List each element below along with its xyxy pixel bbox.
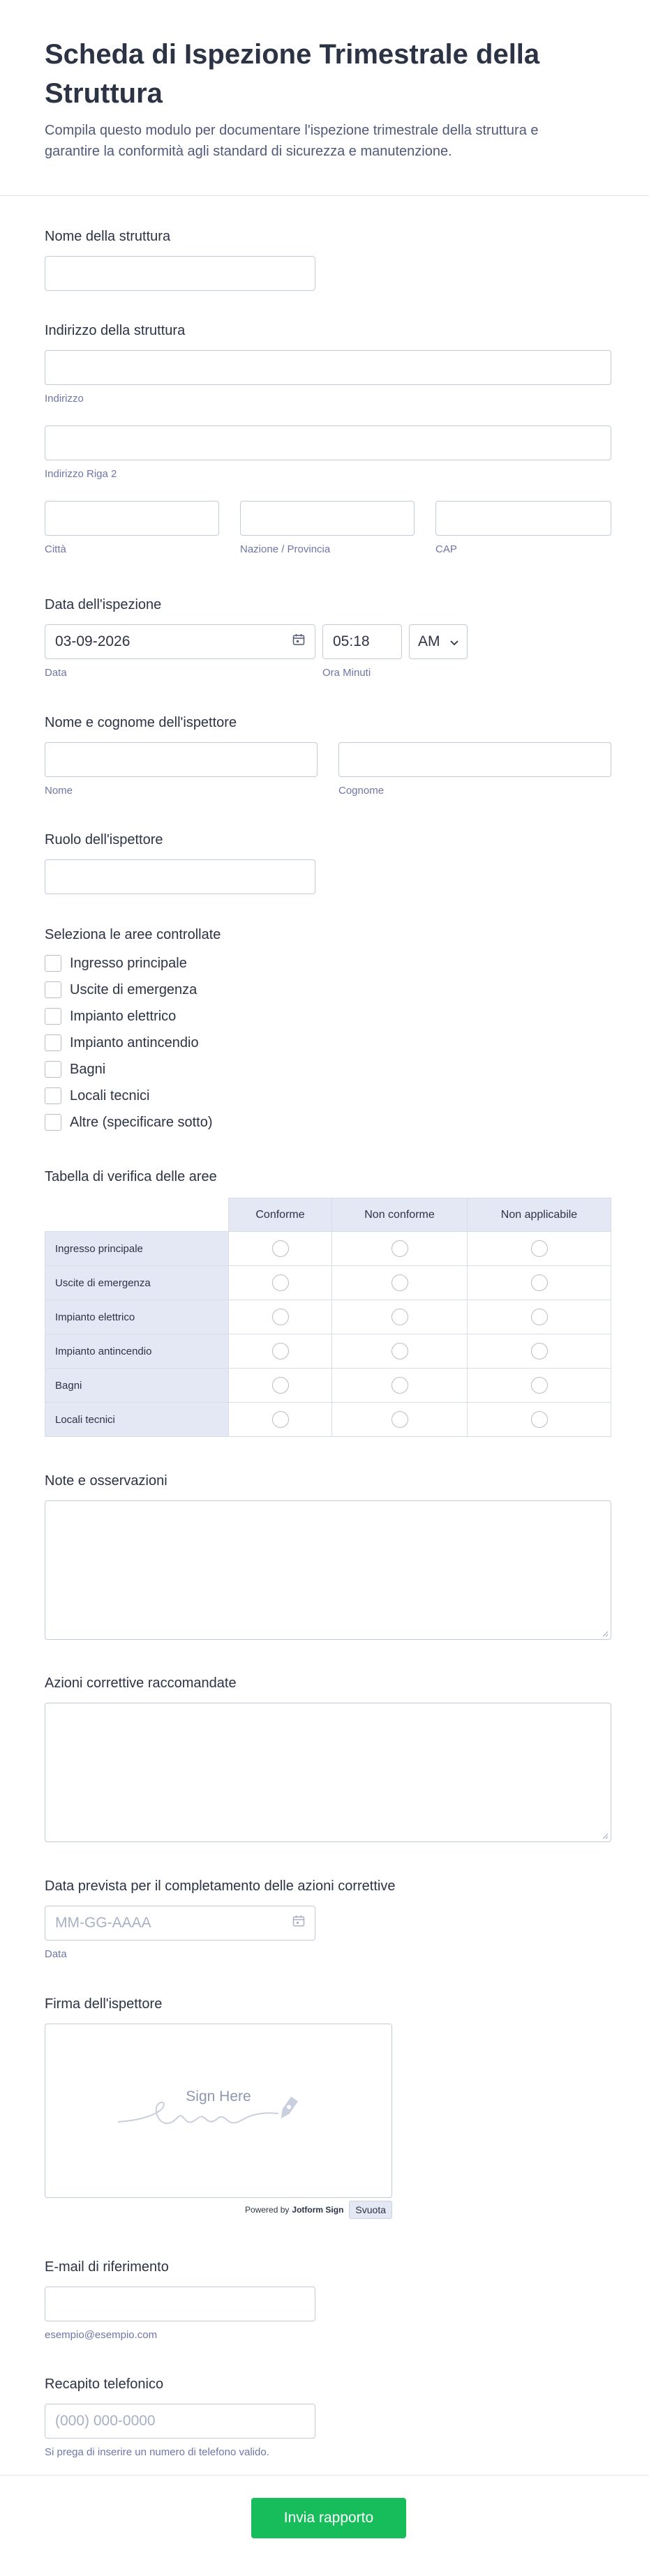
matrix-row — [45, 1403, 611, 1437]
areas-field — [45, 926, 221, 1136]
matrix-radio[interactable] — [272, 1240, 289, 1257]
inspection-date-input[interactable] — [45, 624, 315, 659]
completion-date-placeholder: MM-GG-AAAA — [55, 1915, 151, 1931]
matrix-radio[interactable] — [531, 1240, 548, 1257]
inspection-date-value: 03-09-2026 — [55, 633, 130, 649]
checkbox[interactable] — [45, 1087, 61, 1104]
footer-divider — [0, 2475, 649, 2476]
calendar-icon[interactable] — [292, 633, 305, 650]
actions-field — [45, 1675, 611, 1842]
matrix-radio[interactable] — [531, 1274, 548, 1291]
submit-button[interactable]: Invia rapporto — [251, 2498, 406, 2538]
area-checkbox-option[interactable] — [45, 1003, 221, 1030]
matrix-row-label: Uscite di emergenza — [45, 1266, 229, 1300]
jotform-sign-brand: Jotform Sign — [292, 2205, 344, 2215]
matrix-column-header: Non applicabile — [468, 1198, 611, 1232]
area-checkbox-option[interactable] — [45, 950, 221, 977]
area-checkbox-option[interactable] — [45, 1083, 221, 1109]
address-line2-sublabel: Indirizzo Riga 2 — [45, 468, 117, 480]
checkbox[interactable] — [45, 981, 61, 998]
area-checkbox-option[interactable] — [45, 1109, 221, 1136]
area-check-matrix — [45, 1198, 611, 1437]
sign-here-text: Sign Here — [186, 2088, 251, 2104]
actions-textarea[interactable] — [45, 1703, 611, 1842]
matrix-radio[interactable] — [272, 1343, 289, 1359]
completion-date-label: Data prevista per il completamento delle azioni correttive — [45, 1878, 396, 1894]
matrix-radio[interactable] — [391, 1240, 408, 1257]
address-line1-input[interactable] — [45, 350, 611, 385]
inspection-date-sublabel: Data — [45, 667, 67, 679]
resize-handle-icon[interactable] — [602, 1630, 609, 1637]
checkbox[interactable] — [45, 1008, 61, 1025]
areas-label: Seleziona le aree controllate — [45, 927, 221, 942]
matrix-row — [45, 1300, 611, 1334]
inspector-name-label: Nome e cognome dell'ispettore — [45, 715, 237, 730]
first-name-sublabel: Nome — [45, 785, 73, 797]
state-input[interactable] — [240, 501, 415, 536]
phone-input[interactable] — [45, 2404, 315, 2439]
checkbox-label: Locali tecnici — [70, 1087, 150, 1104]
matrix-radio[interactable] — [391, 1309, 408, 1325]
facility-name-input[interactable] — [45, 256, 315, 291]
matrix-row-label: Bagni — [45, 1369, 229, 1403]
area-checkbox-option[interactable] — [45, 1056, 221, 1083]
inspection-date-field — [45, 596, 468, 679]
matrix-column-header: Non conforme — [332, 1198, 468, 1232]
matrix-label: Tabella di verifica delle aree — [45, 1169, 217, 1184]
checkbox-label: Impianto antincendio — [70, 1034, 199, 1050]
matrix-row-label: Impianto antincendio — [45, 1334, 229, 1369]
signature-scribble-icon — [118, 2091, 320, 2133]
inspection-date-label: Data dell'ispezione — [45, 597, 162, 612]
checkbox-label: Ingresso principale — [70, 955, 187, 971]
matrix-row — [45, 1369, 611, 1403]
inspector-role-input[interactable] — [45, 859, 315, 894]
address-line2-input[interactable] — [45, 425, 611, 460]
address-label: Indirizzo della struttura — [45, 323, 186, 338]
matrix-radio[interactable] — [391, 1411, 408, 1428]
matrix-radio[interactable] — [391, 1274, 408, 1291]
phone-sublabel: Si prega di inserire un numero di telefono valido. — [45, 2446, 269, 2458]
city-sublabel: Città — [45, 543, 66, 555]
matrix-radio[interactable] — [391, 1377, 408, 1394]
clear-signature-button[interactable]: Svuota — [349, 2201, 392, 2219]
ampm-select[interactable] — [409, 624, 468, 659]
matrix-radio[interactable] — [272, 1411, 289, 1428]
checkbox-label: Uscite di emergenza — [70, 981, 197, 997]
checkbox[interactable] — [45, 1034, 61, 1051]
matrix-field — [45, 1168, 217, 1185]
email-input[interactable] — [45, 2287, 315, 2321]
address-line1-sublabel: Indirizzo — [45, 393, 84, 405]
matrix-corner — [45, 1198, 229, 1232]
city-input[interactable] — [45, 501, 219, 536]
powered-by-text: Powered by — [245, 2205, 290, 2215]
checkbox-label: Impianto elettrico — [70, 1008, 177, 1024]
email-field — [45, 2259, 315, 2342]
checkbox-label: Bagni — [70, 1061, 106, 1077]
last-name-sublabel: Cognome — [338, 785, 385, 797]
matrix-radio[interactable] — [531, 1343, 548, 1359]
notes-field — [45, 1472, 611, 1640]
inspector-role-label: Ruolo dell'ispettore — [45, 832, 163, 848]
matrix-radio[interactable] — [531, 1411, 548, 1428]
matrix-radio[interactable] — [272, 1309, 289, 1325]
form-header — [0, 0, 649, 196]
matrix-radio[interactable] — [272, 1377, 289, 1394]
state-sublabel: Nazione / Provincia — [240, 543, 331, 555]
zip-input[interactable] — [435, 501, 611, 536]
matrix-row-label: Locali tecnici — [45, 1403, 229, 1437]
facility-name-field — [45, 228, 315, 291]
matrix-row — [45, 1266, 611, 1300]
matrix-radio[interactable] — [272, 1274, 289, 1291]
phone-label: Recapito telefonico — [45, 2377, 164, 2392]
matrix-row — [45, 1334, 611, 1369]
resize-handle-icon[interactable] — [602, 1832, 609, 1839]
matrix-row — [45, 1232, 611, 1266]
notes-textarea[interactable] — [45, 1500, 611, 1640]
completion-date-field — [45, 1878, 395, 1961]
matrix-row-label: Impianto elettrico — [45, 1300, 229, 1334]
matrix-radio[interactable] — [531, 1309, 548, 1325]
matrix-row-label: Ingresso principale — [45, 1232, 229, 1266]
email-label: E-mail di riferimento — [45, 2259, 169, 2275]
inspector-name-field — [45, 714, 611, 797]
calendar-icon[interactable] — [292, 1915, 305, 1931]
phone-field — [45, 2376, 315, 2459]
signature-pad[interactable] — [45, 2024, 392, 2198]
signature-label: Firma dell'ispettore — [45, 1996, 163, 2012]
area-checkbox-option[interactable] — [45, 1030, 221, 1056]
matrix-radio[interactable] — [531, 1377, 548, 1394]
matrix-radio[interactable] — [391, 1343, 408, 1359]
checkbox[interactable] — [45, 1061, 61, 1078]
facility-name-label: Nome della struttura — [45, 229, 171, 244]
inspection-time-value: 05:18 — [333, 633, 370, 649]
last-name-input[interactable] — [338, 742, 611, 777]
checkbox[interactable] — [45, 955, 61, 972]
matrix-column-header: Conforme — [229, 1198, 332, 1232]
notes-label: Note e osservazioni — [45, 1473, 167, 1489]
completion-date-sublabel: Data — [45, 1948, 67, 1960]
checkbox[interactable] — [45, 1114, 61, 1131]
actions-label: Azioni correttive raccomandate — [45, 1675, 237, 1691]
inspector-role-field — [45, 831, 315, 894]
area-checkbox-option[interactable] — [45, 977, 221, 1003]
first-name-input[interactable] — [45, 742, 318, 777]
form-subtitle: Compila questo modulo per documentare l'ispezione trimestrale della struttura e garantire la conformità agli standard di sicurezza e manutenzione. — [45, 123, 539, 159]
completion-date-input[interactable] — [45, 1906, 315, 1941]
ampm-value: AM — [418, 633, 440, 649]
email-sublabel: esempio@esempio.com — [45, 2329, 158, 2341]
checkbox-label: Altre (specificare sotto) — [70, 1114, 213, 1130]
chevron-down-icon — [450, 633, 458, 650]
phone-placeholder: (000) 000-0000 — [55, 2413, 156, 2429]
signature-field — [45, 1996, 392, 2219]
address-field — [45, 322, 611, 556]
inspection-time-sublabel: Ora Minuti — [322, 667, 371, 679]
zip-sublabel: CAP — [435, 543, 457, 555]
inspection-time-input[interactable] — [322, 624, 402, 659]
form-title: Scheda di Ispezione Trimestrale della Struttura — [45, 39, 540, 109]
